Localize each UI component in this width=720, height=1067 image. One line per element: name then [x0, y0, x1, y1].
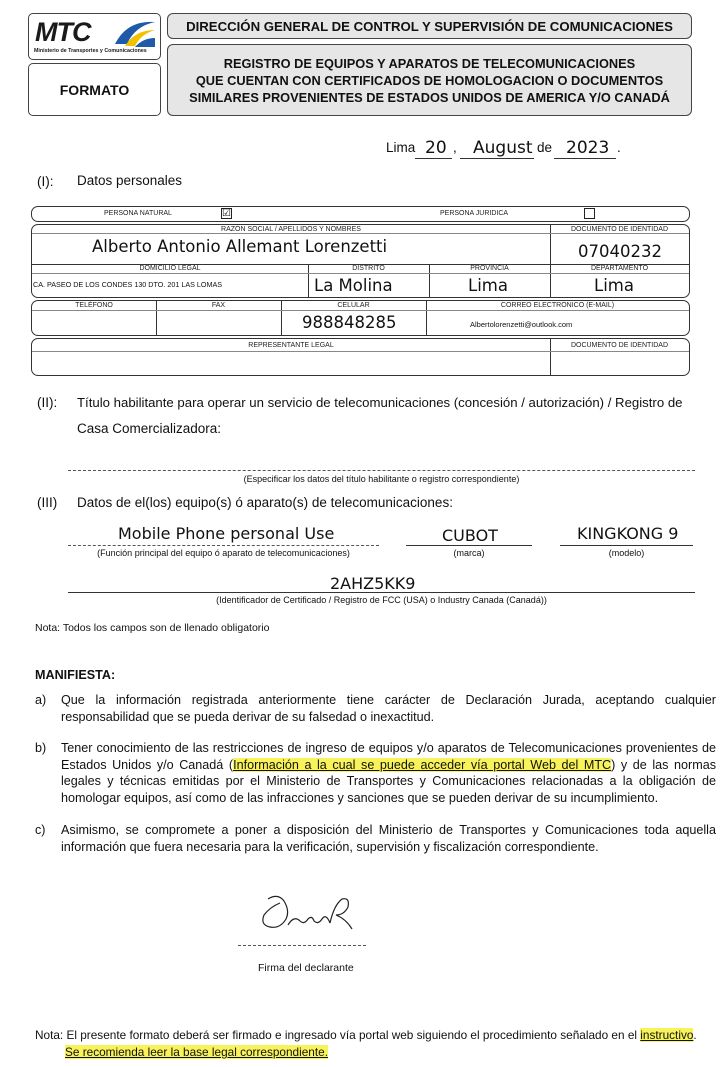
persona-juridica-checkbox[interactable] — [584, 208, 595, 219]
persona-natural-label: PERSONA NATURAL — [104, 210, 172, 217]
personal-data-block — [31, 224, 690, 298]
item-a-text: Que la información registrada anteriormente tiene carácter de Declaración Jurada, aceptando cualquier responsabilidad que se pueda derivar de su falsedad o inexactitud. — [61, 693, 716, 724]
rep-doc-label: DOCUMENTO DE IDENTIDAD — [570, 342, 669, 349]
persona-natural-checkbox[interactable] — [221, 208, 232, 219]
item-b-label: b) — [35, 741, 47, 755]
date-city: Lima — [386, 140, 416, 155]
correo-label: CORREO ELECTRÓNICO (E-MAIL) — [500, 302, 615, 309]
persona-type-row — [31, 206, 690, 222]
item-b-text — [61, 740, 716, 806]
domicilio-value: CA. PASEO DE LOS CONDES 130 DTO. 201 LAS LOMAS — [33, 280, 223, 289]
checkmark-icon: ☑ — [222, 207, 231, 219]
header-title-line-b: QUE CUENTAN CON CERTIFICADOS DE HOMOLOGACION O DOCUMENTOS — [195, 72, 664, 88]
date-month: August — [473, 138, 533, 158]
date-de: de — [537, 140, 553, 155]
header-title-1: DIRECCIÓN GENERAL DE CONTROL Y SUPERVISIÓN DE COMUNICACIONES — [167, 13, 692, 39]
persona-juridica-label: PERSONA JURIDICA — [440, 210, 509, 217]
razon-social-value: Alberto Antonio Allemant Lorenzetti — [92, 237, 388, 256]
nota-final: Nota: El presente formato deberá ser firmado e ingresado vía portal web siguiendo el procedimiento señalado en el instructivo. — [35, 1028, 697, 1042]
contact-row — [31, 300, 690, 336]
provincia-value: Lima — [468, 276, 508, 295]
logo-text: MTC — [35, 17, 91, 47]
domicilio-label: DOMICILIO LEGAL — [139, 265, 201, 272]
date-year-field — [554, 138, 616, 159]
formato-label: FORMATO — [28, 63, 161, 116]
logo-wave-icon — [113, 18, 157, 48]
distrito-label: DISTRITO — [352, 265, 385, 272]
razon-social-label: RAZÓN SOCIAL / APELLIDOS Y NOMBRES — [221, 226, 361, 233]
nota-final-text: El presente formato deberá ser firmado e ingresado vía portal web siguiendo el procedimiento señalado en el — [66, 1028, 638, 1042]
mtc-portal-link[interactable]: Información a la cual se puede acceder vía portal Web del MTC — [233, 757, 612, 772]
item-a-label: a) — [35, 693, 47, 707]
modelo-caption: (modelo) — [608, 548, 645, 558]
celular-value: 988848285 — [302, 313, 397, 332]
section1-number: (I): — [37, 174, 54, 189]
telefono-label: TELÉFONO — [75, 302, 113, 309]
section2-text-line1: Título habilitante para operar un servicio de telecomunicaciones (concesión / autorización) / Registro de — [77, 395, 683, 410]
doc-identidad-label: DOCUMENTO DE IDENTIDAD — [570, 226, 669, 233]
section2-text-line2: Casa Comercializadora: — [77, 421, 222, 436]
signature-image — [250, 885, 360, 940]
item-b-text-pre: Tener conocimiento de las restricciones de ingreso de equipos y/o aparatos de Telecomunicaciones provenientes de Estados Unidos y/o Canadá ( — [61, 741, 716, 772]
modelo-value: KINGKONG 9 — [577, 524, 679, 543]
item-b-text-post: ) y de las normas legales y técnicas emitidas por el Ministerio de Transportes y Comunicaciones relacionadas a la obligación de homologar equipos, así como de las infracciones y sanciones que se pueden derivar de su incumplimiento. — [61, 757, 717, 805]
date-month-field — [460, 138, 534, 159]
section3-number: (III) — [37, 495, 58, 510]
section2-number: (II): — [37, 395, 58, 410]
base-legal-link[interactable]: Se recomienda leer la base legal correspondiente. — [65, 1045, 328, 1059]
funcion-value: Mobile Phone personal Use — [118, 524, 335, 543]
representante-label: REPRESENTANTE LEGAL — [248, 342, 334, 349]
section1-title: Datos personales — [77, 173, 183, 188]
instructivo-link[interactable]: instructivo — [640, 1028, 694, 1042]
fcc-value: 2AHZ5KK9 — [330, 574, 416, 593]
logo-subtitle: Ministerio de Transportes y Comunicaciones — [34, 48, 147, 54]
distrito-value: La Molina — [314, 276, 393, 295]
date-day: 20 — [425, 138, 447, 158]
departamento-label: DEPARTAMENTO — [590, 265, 649, 272]
funcion-caption: (Función principal del equipo ó aparato de telecomunicaciones) — [97, 548, 350, 558]
header-title-line-c: SIMILARES PROVENIENTES DE ESTADOS UNIDOS DE AMERICA Y/O CANADÁ — [189, 89, 670, 105]
mtc-logo — [28, 13, 161, 60]
item-c-label: c) — [35, 823, 46, 837]
section2-caption: (Especificar los datos del título habilitante o registro correspondiente) — [243, 474, 520, 484]
correo-value: Albertolorenzetti@outlook.com — [470, 320, 573, 329]
fcc-caption: (Identificador de Certificado / Registro de FCC (USA) o Industry Canada (Canadá)) — [216, 595, 547, 605]
doc-identidad-value: 07040232 — [578, 242, 662, 261]
marca-caption: (marca) — [453, 548, 485, 558]
item-c-text: Asimismo, se compromete a poner a disposición del Ministerio de Transportes y Comunicaciones toda aquella información que fuera necesaria para la verificación, supervisión y fiscalización correspondiente. — [61, 823, 716, 854]
signature-label: Firma del declarante — [258, 962, 354, 974]
marca-value: CUBOT — [442, 526, 498, 545]
date-year: 2023 — [566, 138, 610, 158]
nota-obligatorio: Nota: Todos los campos son de llenado obligatorio — [35, 622, 270, 634]
provincia-label: PROVINCIA — [470, 265, 509, 272]
fax-label: FAX — [211, 302, 226, 309]
header-title-2 — [167, 44, 692, 116]
departamento-value: Lima — [594, 276, 634, 295]
manifiesta-title: MANIFIESTA: — [35, 668, 116, 682]
section3-title: Datos de el(los) equipo(s) ó aparato(s) de telecomunicaciones: — [77, 495, 453, 510]
representante-row — [31, 338, 690, 376]
header-title-line-a: REGISTRO DE EQUIPOS Y APARATOS DE TELECOMUNICACIONES — [223, 55, 636, 71]
date-day-field — [415, 138, 452, 159]
nota-final-prefix: Nota: — [35, 1028, 64, 1042]
celular-label: CELULAR — [337, 302, 370, 309]
